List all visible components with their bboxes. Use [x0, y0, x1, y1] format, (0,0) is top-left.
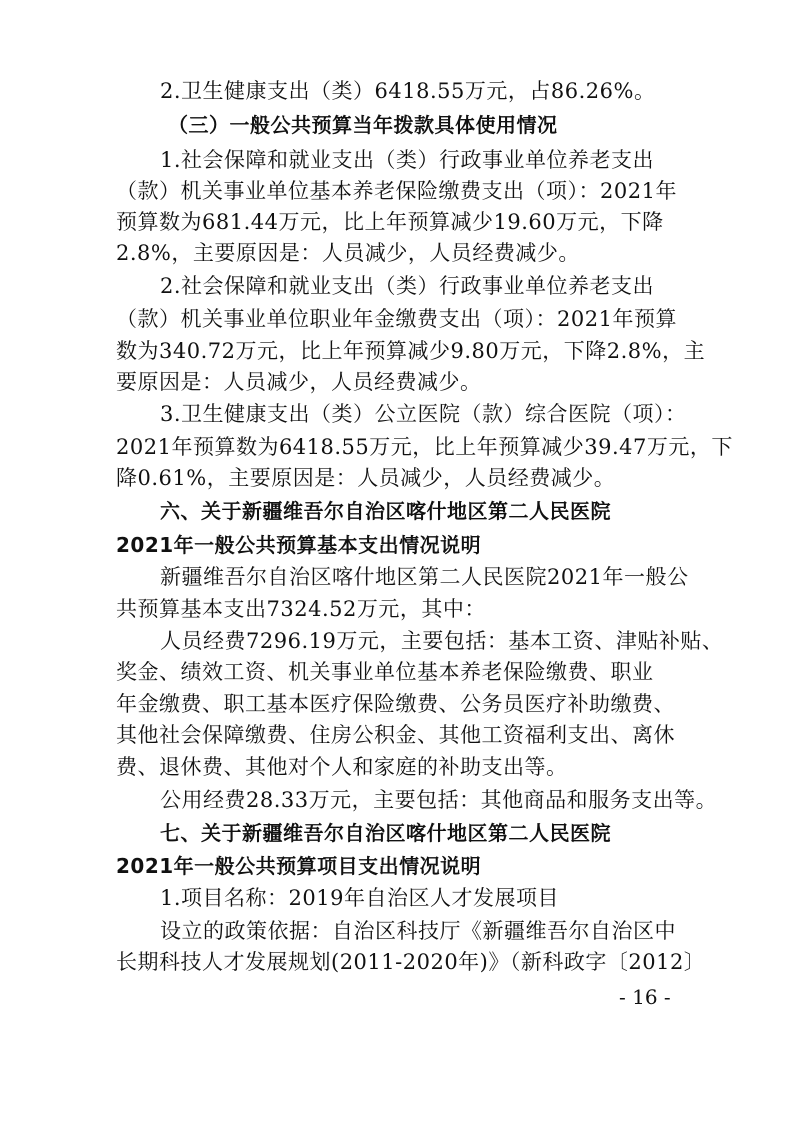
text-line: 共预算基本支出7324.52万元，其中：: [116, 597, 486, 621]
text-line: 1.项目名称：2019年自治区人才发展项目: [160, 886, 559, 910]
text-line: 2.8%，主要原因是：人员减少，人员经费减少。: [116, 241, 580, 265]
text-line: 降0.61%，主要原因是：人员减少，人员经费减少。: [116, 466, 616, 490]
text-line: 2.卫生健康支出（类）6418.55万元，占86.26%。: [160, 79, 656, 103]
text-line: 费、退休费、其他对个人和家庭的补助支出等。: [116, 755, 568, 779]
text-line: 1.社会保障和就业支出（类）行政事业单位养老支出: [160, 148, 655, 172]
text-line: 2.社会保障和就业支出（类）行政事业单位养老支出: [160, 274, 655, 298]
text-line: 要原因是：人员减少，人员经费减少。: [116, 370, 482, 394]
text-line: 其他社会保障缴费、住房公积金、其他工资福利支出、离休: [116, 723, 675, 747]
section-heading-6-cont: 2021年一般公共预算基本支出情况说明: [116, 533, 482, 557]
text-line: 3.卫生健康支出（类）公立医院（款）综合医院（项）：: [160, 402, 687, 426]
text-line: 奖金、绩效工资、机关事业单位基本养老保险缴费、职业: [116, 660, 654, 684]
text-line: 2021年预算数为6418.55万元，比上年预算减少39.47万元，下: [116, 435, 733, 459]
text-line: 数为340.72万元，比上年预算减少9.80万元，下降2.8%，主: [116, 339, 706, 363]
text-line: 年金缴费、职工基本医疗保险缴费、公务员医疗补助缴费、: [116, 692, 675, 716]
section-heading-7: 七、关于新疆维吾尔自治区喀什地区第二人民医院: [160, 821, 611, 845]
section-heading-6: 六、关于新疆维吾尔自治区喀什地区第二人民医院: [160, 499, 611, 523]
text-line: 预算数为681.44万元，比上年预算减少19.60万元，下降: [116, 210, 664, 234]
section-heading-7-cont: 2021年一般公共预算项目支出情况说明: [116, 854, 482, 878]
text-line: 设立的政策依据：自治区科技厅《新疆维吾尔自治区中: [160, 919, 676, 943]
page-number: - 16 -: [619, 985, 671, 1009]
section-heading-3: （三）一般公共预算当年拨款具体使用情况: [168, 113, 558, 137]
text-line: 新疆维吾尔自治区喀什地区第二人民医院2021年一般公: [160, 565, 689, 589]
text-line: 公用经费28.33万元，主要包括：其他商品和服务支出等。: [160, 788, 718, 812]
text-line: 人员经费7296.19万元，主要包括：基本工资、津贴补贴、: [160, 629, 724, 653]
text-line: （款）机关事业单位基本养老保险缴费支出（项）：2021年: [116, 179, 677, 203]
text-line: 长期科技人才发展规划(2011-2020年)》（新科政字〔2012〕: [116, 950, 706, 974]
text-line: （款）机关事业单位职业年金缴费支出（项）：2021年预算: [116, 307, 677, 331]
